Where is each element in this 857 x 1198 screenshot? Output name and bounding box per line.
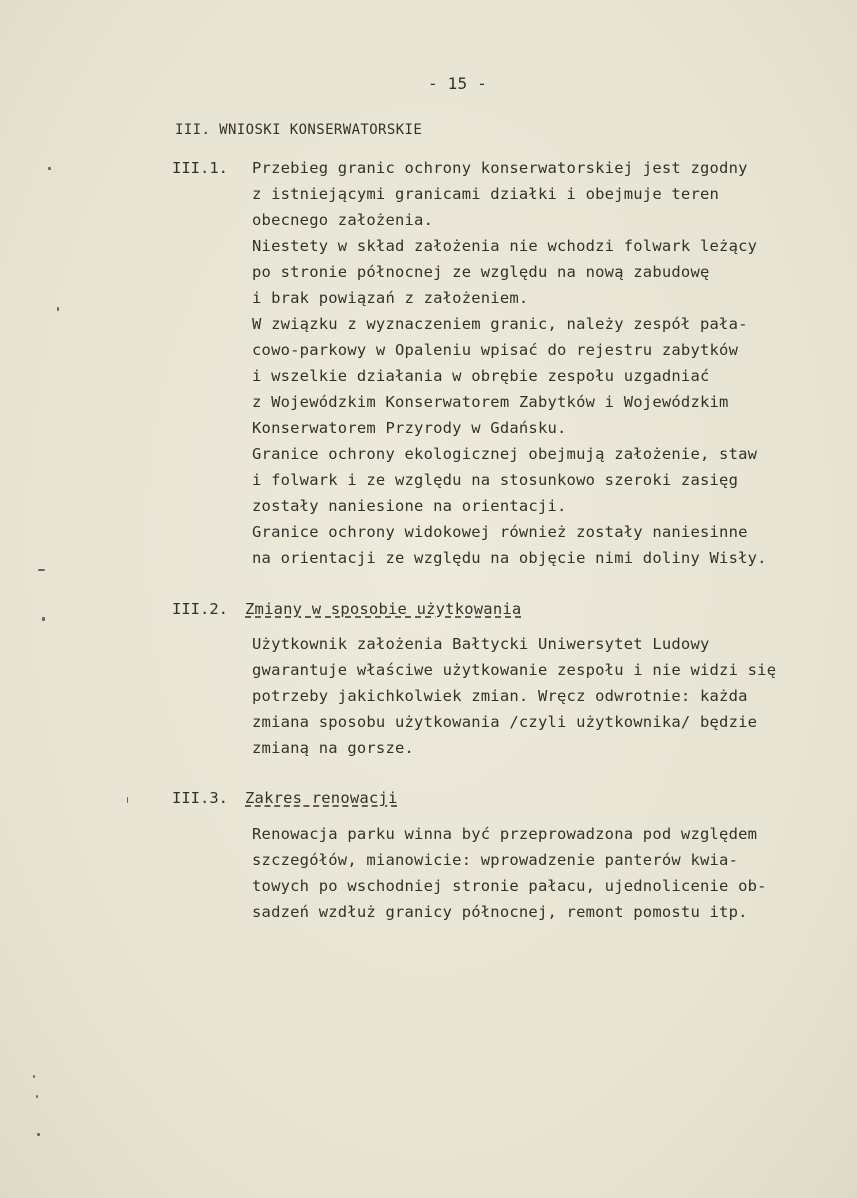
text-line: obecnego założenia. [252, 211, 434, 229]
section-title: Zmiany w sposobie użytkowania [245, 600, 522, 618]
margin-speck [127, 797, 128, 803]
text-line: Użytkownik założenia Bałtycki Uniwersytet Ludowy [252, 635, 710, 653]
text-line: Niestety w skład założenia nie wchodzi folwark leżący [252, 237, 758, 255]
section-heading: III. WNIOSKI KONSERWATORSKIE [175, 122, 423, 138]
text-line: Przebieg granic ochrony konserwatorskiej jest zgodny [252, 159, 748, 177]
text-line: gwarantuje właściwe użytkowanie zespołu i nie widzi się [252, 661, 777, 679]
margin-speck [33, 1075, 35, 1078]
page-number: - 15 - [428, 74, 487, 93]
text-line: z Wojewódzkim Konserwatorem Zabytków i Wojewódzkim [252, 393, 729, 411]
text-line: i folwark i ze względu na stosunkowo szeroki zasięg [252, 471, 739, 489]
margin-speck [57, 307, 59, 311]
text-line: cowo-parkowy w Opaleniu wpisać do rejestru zabytków [252, 341, 739, 359]
text-line: Konserwatorem Przyrody w Gdańsku. [252, 419, 567, 437]
text-line: i brak powiązań z założeniem. [252, 289, 529, 307]
text-line: zostały naniesione na orientacji. [252, 497, 567, 515]
section-number: III.1. [172, 159, 228, 177]
margin-speck [36, 1095, 38, 1098]
text-line: zmianą na gorsze. [252, 739, 415, 757]
margin-speck [38, 569, 45, 571]
text-line: po stronie północnej ze względu na nową zabudowę [252, 263, 710, 281]
text-line: potrzeby jakichkolwiek zmian. Wręcz odwrotnie: każda [252, 687, 748, 705]
text-line: szczegółów, mianowicie: wprowadzenie panterów kwia- [252, 851, 739, 869]
text-line: towych po wschodniej stronie pałacu, ujednolicenie ob- [252, 877, 767, 895]
text-line: sadzeń wzdłuż granicy północnej, remont pomostu itp. [252, 903, 748, 921]
text-line: i wszelkie działania w obrębie zespołu uzgadniać [252, 367, 710, 385]
margin-speck [42, 617, 45, 621]
text-line: Granice ochrony ekologicznej obejmują założenie, staw [252, 445, 758, 463]
section-title: Zakres renowacji [245, 789, 398, 807]
text-line: z istniejącymi granicami działki i obejmuje teren [252, 185, 720, 203]
text-line: W związku z wyznaczeniem granic, należy zespół pała- [252, 315, 748, 333]
text-line: zmiana sposobu użytkowania /czyli użytkownika/ będzie [252, 713, 758, 731]
text-line: Renowacja parku winna być przeprowadzona pod względem [252, 825, 758, 843]
margin-speck [37, 1133, 40, 1136]
section-number: III.3. [172, 789, 228, 807]
margin-speck [48, 167, 51, 170]
text-line: Granice ochrony widokowej również zostały naniesinne [252, 523, 748, 541]
section-number: III.2. [172, 600, 228, 618]
text-line: na orientacji ze względu na objęcie nimi doliny Wisły. [252, 549, 767, 567]
